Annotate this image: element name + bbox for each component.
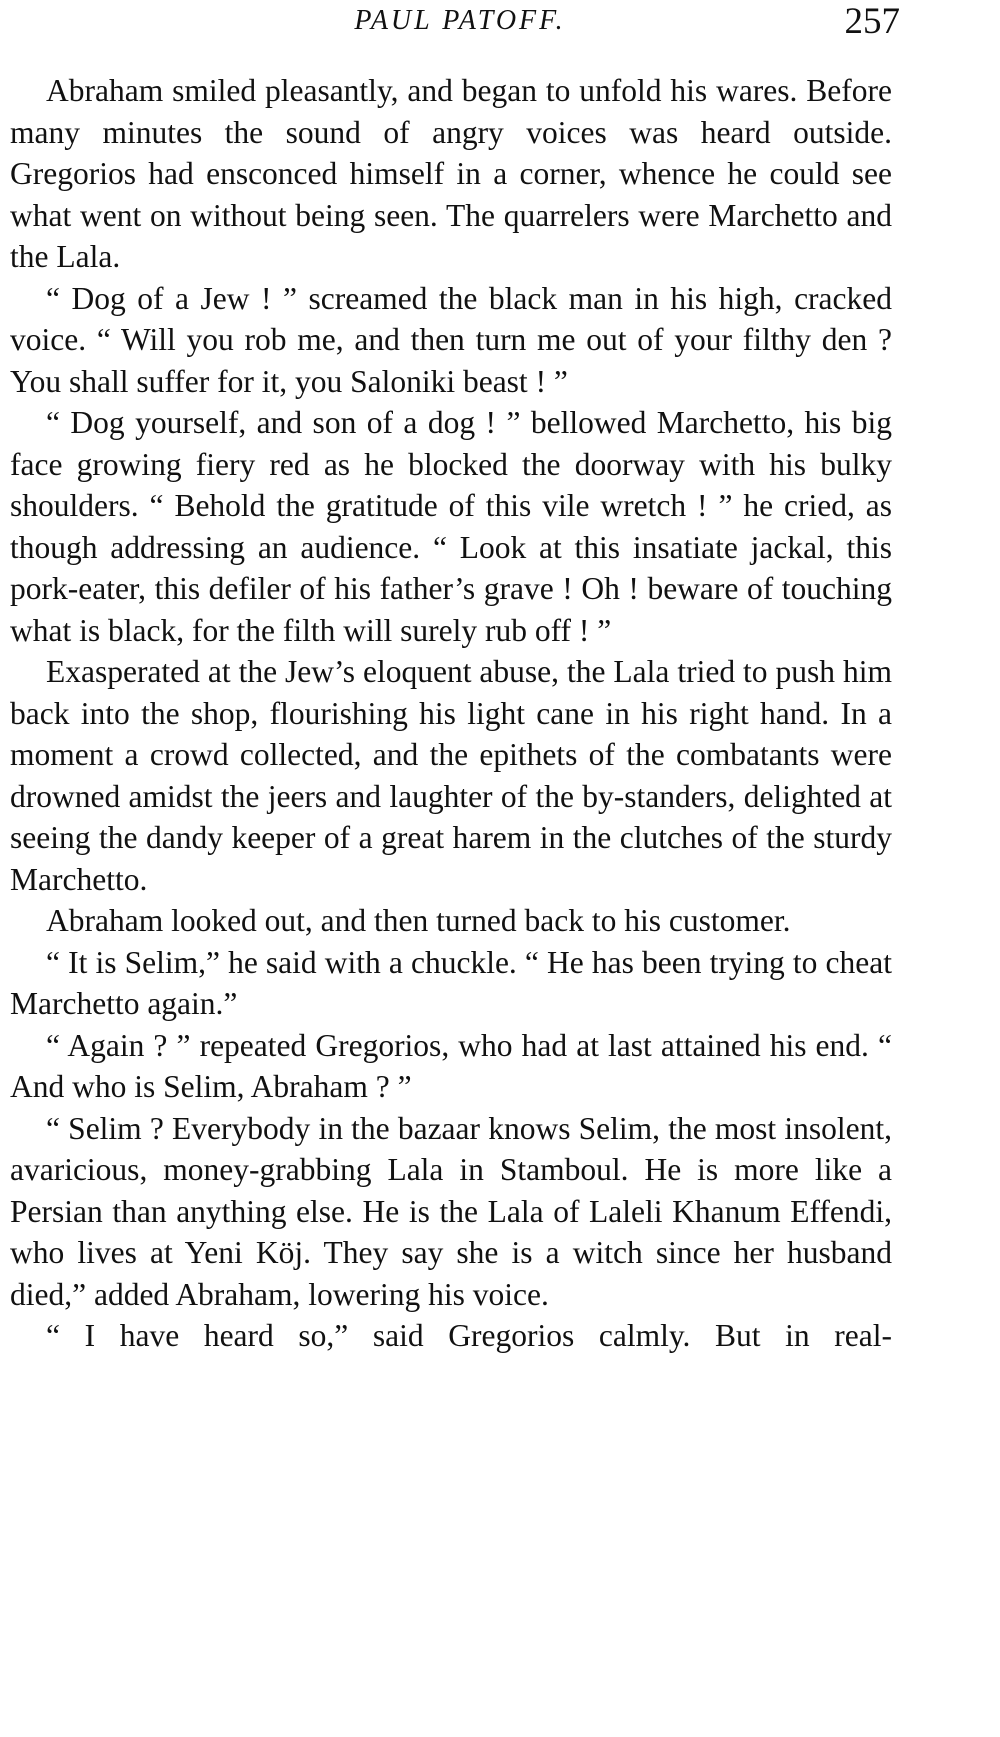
body-text: [10, 70, 892, 1357]
page-number: 257: [844, 1, 900, 42]
paragraph: Abraham looked out, and then turned back to his customer.: [46, 903, 791, 938]
paragraph: “ Dog of a Jew ! ” screamed the black man in his high, cracked voice. “ Will you rob me, and then turn me out of your filthy den ? You shall suffer for it, you Saloniki beast ! ”: [10, 280, 892, 399]
book-page: [10, 0, 900, 1737]
paragraph: “ Selim ? Everybody in the bazaar knows Selim, the most insolent, avaricious, money-grabbing Lala in Stamboul. He is more like a Persian than anything else. He is the Lala of Laleli Khanum Effendi, who lives at Yeni Köj. They say she is a witch since her husband died,” added Abraham, lowering his voice.: [10, 1110, 892, 1312]
paragraph: Abraham smiled pleasantly, and began to unfold his wares. Before many minutes the sound of angry voices was heard outside. Gregorios had ensconced himself in a corner, whence he could see what went on without being seen. The quarrelers were Marchetto and the Lala.: [10, 73, 892, 274]
running-title: PAUL PATOFF.: [354, 5, 566, 36]
running-head: [10, 0, 900, 56]
paragraph: Exasperated at the Jew’s eloquent abuse, the Lala tried to push him back into the shop, flourishing his light cane in his right hand. In a moment a crowd collected, and the epithets of the combatants were drowned amidst the jeers and laughter of the by-standers, delighted at seeing the dandy keeper of a great harem in the clutches of the sturdy Marchetto.: [10, 654, 892, 897]
paragraph: “ Dog yourself, and son of a dog ! ” bellowed Marchetto, his big face growing fiery red as he blocked the doorway with his bulky shoulders. “ Behold the gratitude of this vile wretch ! ” he cried, as though addressing an audience. “ Look at this insatiate jackal, this pork-eater, this defiler of his father’s grave ! Oh ! beware of touching what is black, for the filth will surely rub off ! ”: [10, 405, 892, 648]
paragraph: “ It is Selim,” he said with a chuckle. “ He has been trying to cheat Marchetto again.”: [10, 944, 892, 1021]
paragraph: “ Again ? ” repeated Gregorios, who had at last attained his end. “ And who is Selim, Abraham ? ”: [10, 1027, 892, 1104]
paragraph-continued: “ I have heard so,” said Gregorios calmly. But in real-: [46, 1318, 892, 1353]
